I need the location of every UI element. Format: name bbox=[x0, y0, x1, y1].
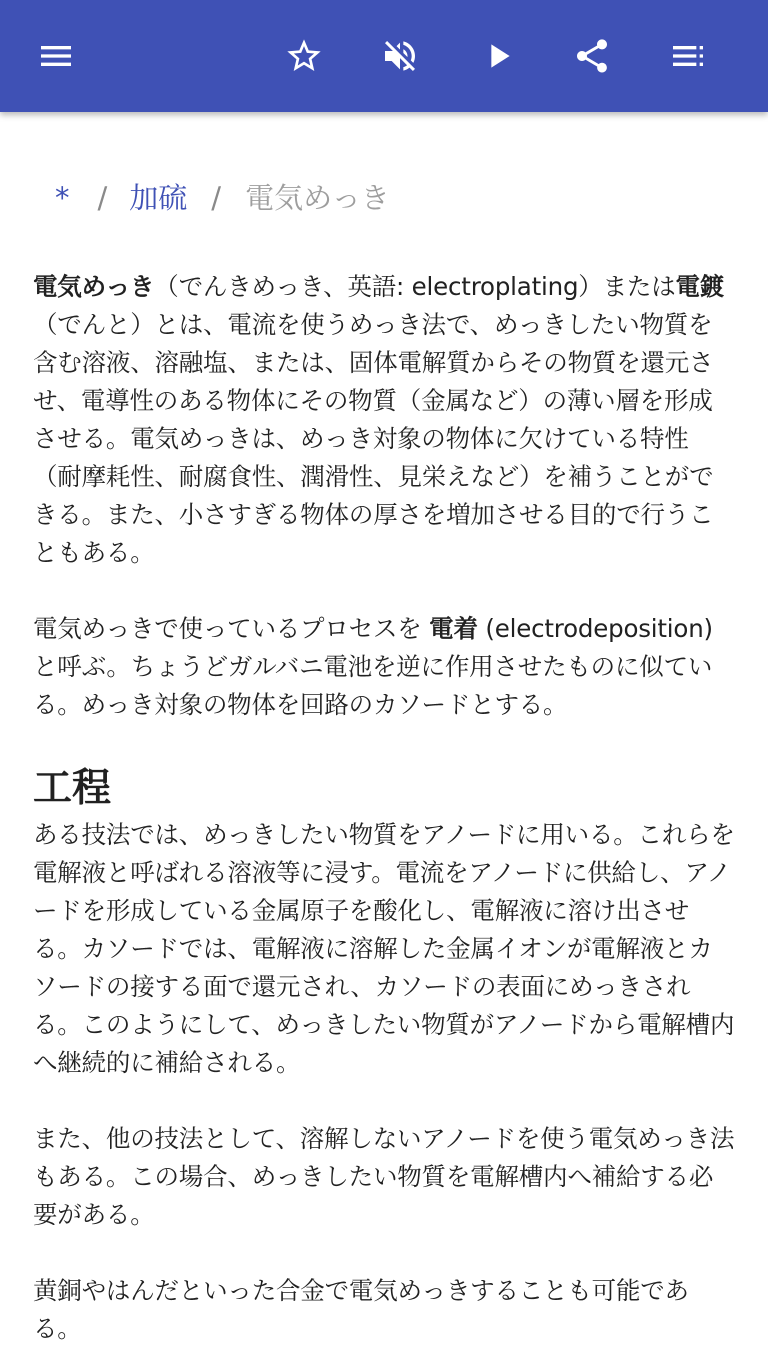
bookmark-button[interactable] bbox=[276, 28, 332, 84]
intro-paragraph bbox=[33, 268, 735, 572]
paragraph-text: （でんきめっき、英語: electroplating）または bbox=[154, 272, 676, 301]
volume-off-icon bbox=[380, 36, 420, 76]
breadcrumb-home-link[interactable]: * bbox=[55, 181, 70, 215]
breadcrumb-separator: / bbox=[97, 181, 108, 215]
breadcrumb-parent-link[interactable]: 加硫 bbox=[129, 181, 188, 215]
article-content bbox=[33, 112, 735, 1348]
section-heading: 工程 bbox=[33, 766, 112, 811]
bold-term: 電鍍 bbox=[675, 272, 725, 301]
paragraph-text: 電気めっきで使っているプロセスを bbox=[33, 614, 430, 643]
paragraph-text: （でんと）とは、電流を使うめっき法で、めっきしたい物質を含む溶液、溶融塩、または、固体電解質からその物質を還元させ、電導性のある物体にその物質（金属など）の薄い層を形成させる。電気めっきは、めっき対象の物体に欠けている特性（耐摩耗性、耐腐食性、潤滑性、見栄えなど）を補うことができる。また、小さすぎる物体の厚さを増加させる目的で行うこともある。 bbox=[33, 310, 714, 567]
share-icon bbox=[572, 36, 612, 76]
contents-button[interactable] bbox=[660, 28, 716, 84]
playlist-icon bbox=[668, 36, 708, 76]
bold-term: 電気めっき bbox=[33, 272, 155, 301]
electrodeposition-paragraph bbox=[33, 610, 735, 724]
breadcrumb-current: 電気めっき bbox=[245, 181, 390, 215]
paragraph-text: (electrodeposition) と呼ぶ。ちょうどガルバニ電池を逆に作用させたものに似ている。めっき対象の物体を回路のカソードとする。 bbox=[33, 614, 713, 719]
breadcrumb-separator: / bbox=[211, 181, 222, 215]
mute-button[interactable] bbox=[372, 28, 428, 84]
app-bar bbox=[0, 0, 768, 112]
process-paragraph: ある技法では、めっきしたい物質をアノードに用いる。これらを電解液と呼ばれる溶液等に浸す。電流をアノードに供給し、アノードを形成している金属原子を酸化し、電解液に溶け出させる。カソードでは、電解液に溶解した金属イオンが電解液とカソードの接する面で還元され、カソードの表面にめっきされる。このようにして、めっきしたい物質がアノードから電解槽内へ継続的に補給される。 bbox=[33, 820, 735, 1077]
share-button[interactable] bbox=[564, 28, 620, 84]
star-outline-icon bbox=[284, 36, 324, 76]
alternate-method-paragraph: また、他の技法として、溶解しないアノードを使う電気めっき法もある。この場合、めっきしたい物質を電解槽内へ補給する必要がある。 bbox=[33, 1124, 735, 1229]
menu-icon bbox=[36, 36, 76, 76]
play-icon bbox=[478, 36, 518, 76]
alloy-paragraph: 黄銅やはんだといった合金で電気めっきすることも可能である。 bbox=[33, 1276, 689, 1343]
bold-term: 電着 bbox=[429, 614, 478, 643]
menu-button[interactable] bbox=[28, 28, 84, 84]
play-button[interactable] bbox=[470, 28, 526, 84]
breadcrumb bbox=[33, 174, 735, 222]
